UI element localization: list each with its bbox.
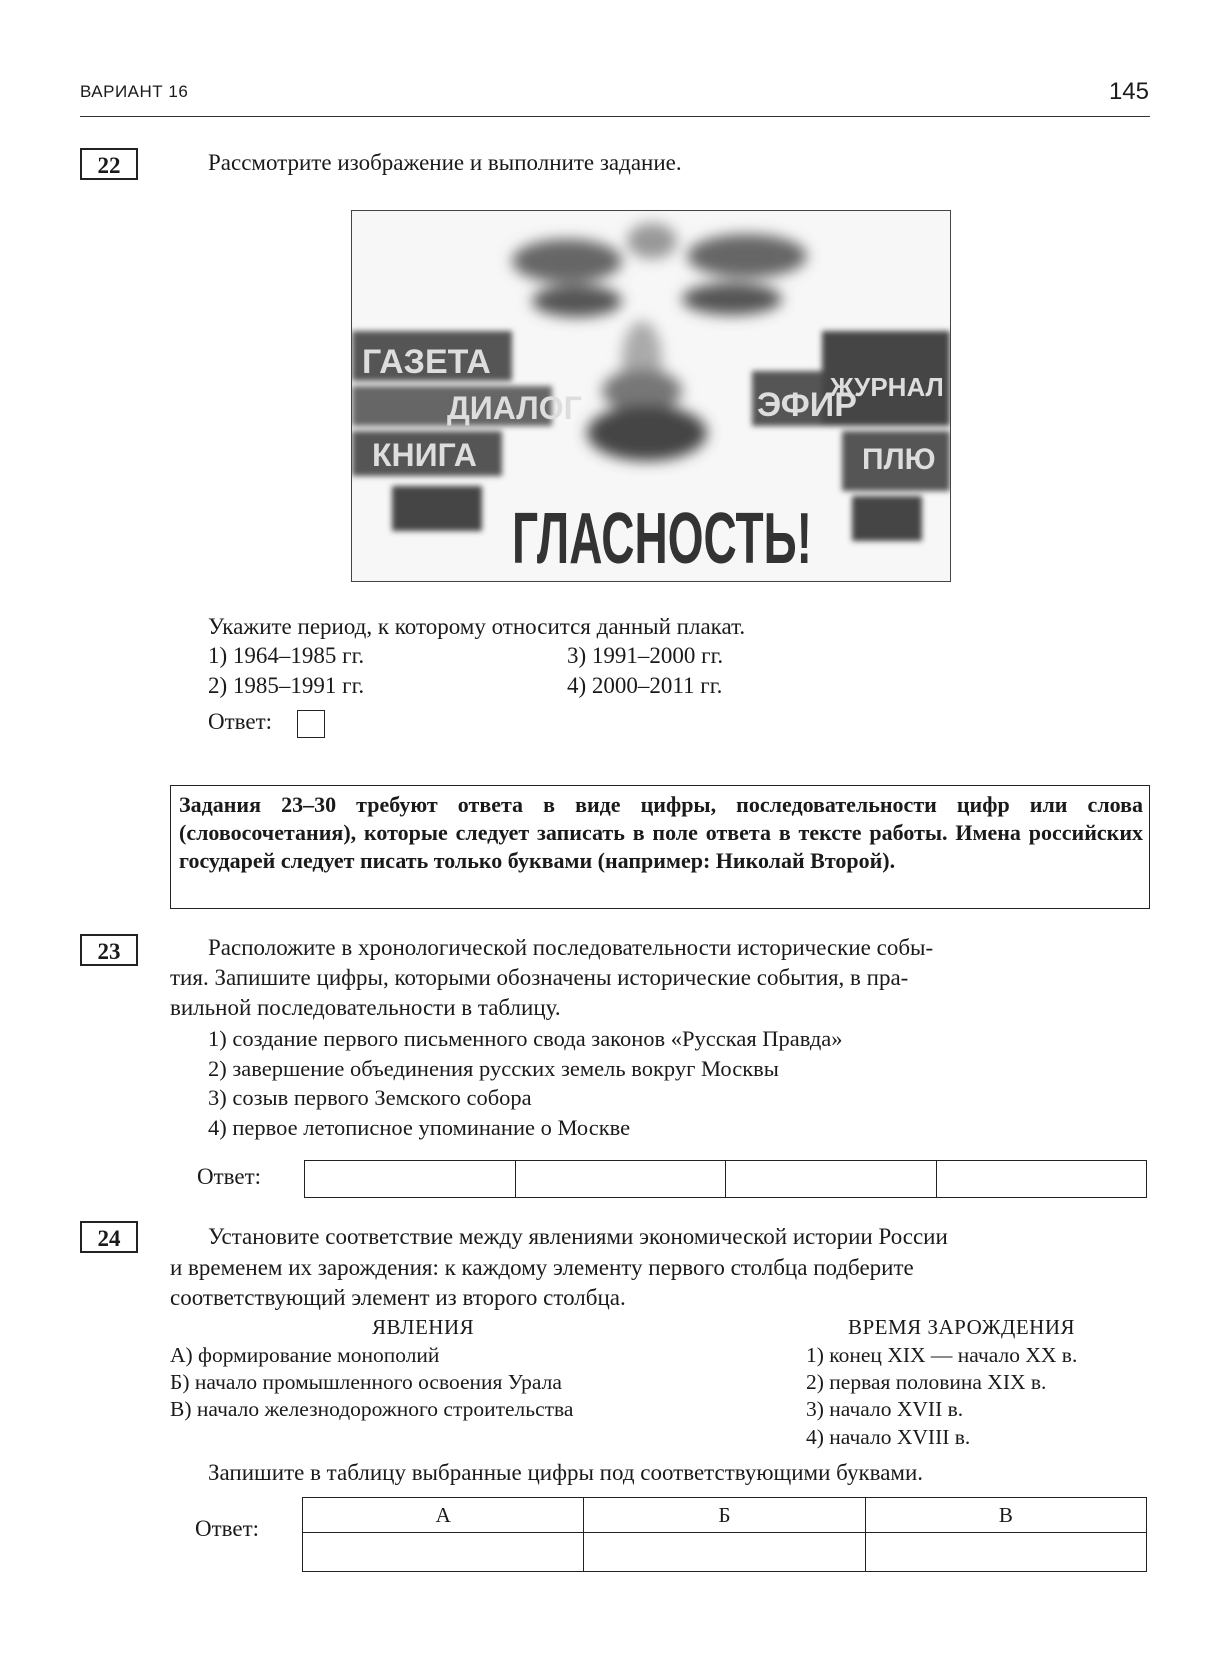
q24-time: 4) начало XVIII в. — [806, 1425, 971, 1449]
q22-instruction: Рассмотрите изображение и выполните задание. — [208, 150, 682, 175]
glasnost-poster — [351, 210, 951, 582]
q22-option-4: 4) 2000–2011 гг. — [567, 673, 723, 698]
q24-answer-label: Ответ: — [195, 1516, 260, 1541]
q23-answer-cell[interactable] — [305, 1161, 516, 1197]
tasks-info-box: Задания 23–30 требуют ответа в виде цифры, последовательности цифр или слова (словосочетания), которые следует записать в поле ответа в тексте работы. Имена российских государей следует писать только буквами (например: Николай Второй). — [170, 785, 1150, 909]
fragment-efir: ЭФИР — [757, 386, 857, 424]
fragment-zhurnal: ЖУРНАЛ — [830, 372, 944, 402]
q23-item: 3) созыв первого Земского собора — [208, 1085, 532, 1110]
q22-option-2: 2) 1985–1991 гг. — [208, 673, 365, 698]
q24-table-header-a: А — [303, 1498, 584, 1533]
question-number-22: 22 — [80, 148, 138, 180]
q24-answer-table — [302, 1497, 1147, 1572]
q24-time: 1) конец XIX — начало XX в. — [806, 1343, 1078, 1367]
q24-time: 3) начало XVII в. — [806, 1397, 964, 1421]
q24-phenomenon: Б) начало промышленного освоения Урала — [170, 1370, 562, 1394]
header-rule — [80, 116, 1150, 117]
q24-phenomenon: В) начало железнодорожного строительства — [170, 1397, 574, 1421]
q23-text-line-2: тия. Запишите цифры, которыми обозначены исторические события, в пра- — [170, 965, 909, 990]
q23-text-line-1: Расположите в хронологической последовательности исторические собы- — [208, 935, 934, 960]
fragment-gazeta: ГАЗЕТА — [362, 343, 491, 381]
q23-answer-label: Ответ: — [197, 1164, 262, 1189]
poster-main-word: ГЛАСНОСТЬ! — [512, 499, 812, 579]
page-number: 145 — [1108, 78, 1149, 105]
fragment-dialog: ДИАЛОГ — [447, 390, 582, 426]
q23-answer-cell[interactable] — [937, 1161, 1147, 1197]
q22-answer-label: Ответ: — [208, 709, 273, 734]
poster-illustration — [352, 211, 950, 581]
q23-answer-grid — [304, 1160, 1147, 1198]
q24-table-header-b: Б — [584, 1498, 865, 1533]
q24-answer-cell[interactable] — [865, 1533, 1146, 1572]
fragment-plyu: ПЛЮ — [862, 443, 936, 476]
q24-phenomenon: А) формирование монополий — [170, 1343, 440, 1367]
q23-text-line-3: вильной последовательности в таблицу. — [170, 995, 561, 1020]
question-number-23: 23 — [80, 934, 138, 966]
q24-answer-cell[interactable] — [584, 1533, 865, 1572]
q23-answer-cell[interactable] — [726, 1161, 937, 1197]
q22-option-1: 1) 1964–1985 гг. — [208, 643, 365, 668]
q23-item: 1) создание первого письменного свода законов «Русская Правда» — [208, 1026, 843, 1051]
q24-time: 2) первая половина XIX в. — [806, 1370, 1047, 1394]
q24-text-line-1: Установите соответствие между явлениями экономической истории России — [208, 1224, 948, 1249]
q24-instruction: Запишите в таблицу выбранные цифры под соответствующими буквами. — [208, 1460, 924, 1485]
q24-col1-header: ЯВЛЕНИЯ — [372, 1315, 475, 1339]
q24-text-line-3: соответствующий элемент из второго столбца. — [170, 1285, 626, 1310]
variant-label: ВАРИАНТ 16 — [80, 82, 189, 101]
q22-answer-box[interactable] — [297, 710, 325, 738]
q24-col2-header: ВРЕМЯ ЗАРОЖДЕНИЯ — [848, 1315, 1076, 1339]
q24-answer-cell[interactable] — [303, 1533, 584, 1572]
question-number-24: 24 — [80, 1221, 138, 1253]
q24-text-line-2: и временем их зарождения: к каждому элементу первого столбца подберите — [170, 1255, 914, 1280]
q23-answer-cell[interactable] — [516, 1161, 727, 1197]
q24-table-header-v: В — [865, 1498, 1146, 1533]
q22-question: Укажите период, к которому относится данный плакат. — [208, 614, 746, 639]
q22-option-3: 3) 1991–2000 гг. — [567, 643, 724, 668]
q23-item: 4) первое летописное упоминание о Москве — [208, 1115, 631, 1140]
fragment-kniga: КНИГА — [372, 437, 477, 473]
q23-item: 2) завершение объединения русских земель вокруг Москвы — [208, 1056, 779, 1081]
